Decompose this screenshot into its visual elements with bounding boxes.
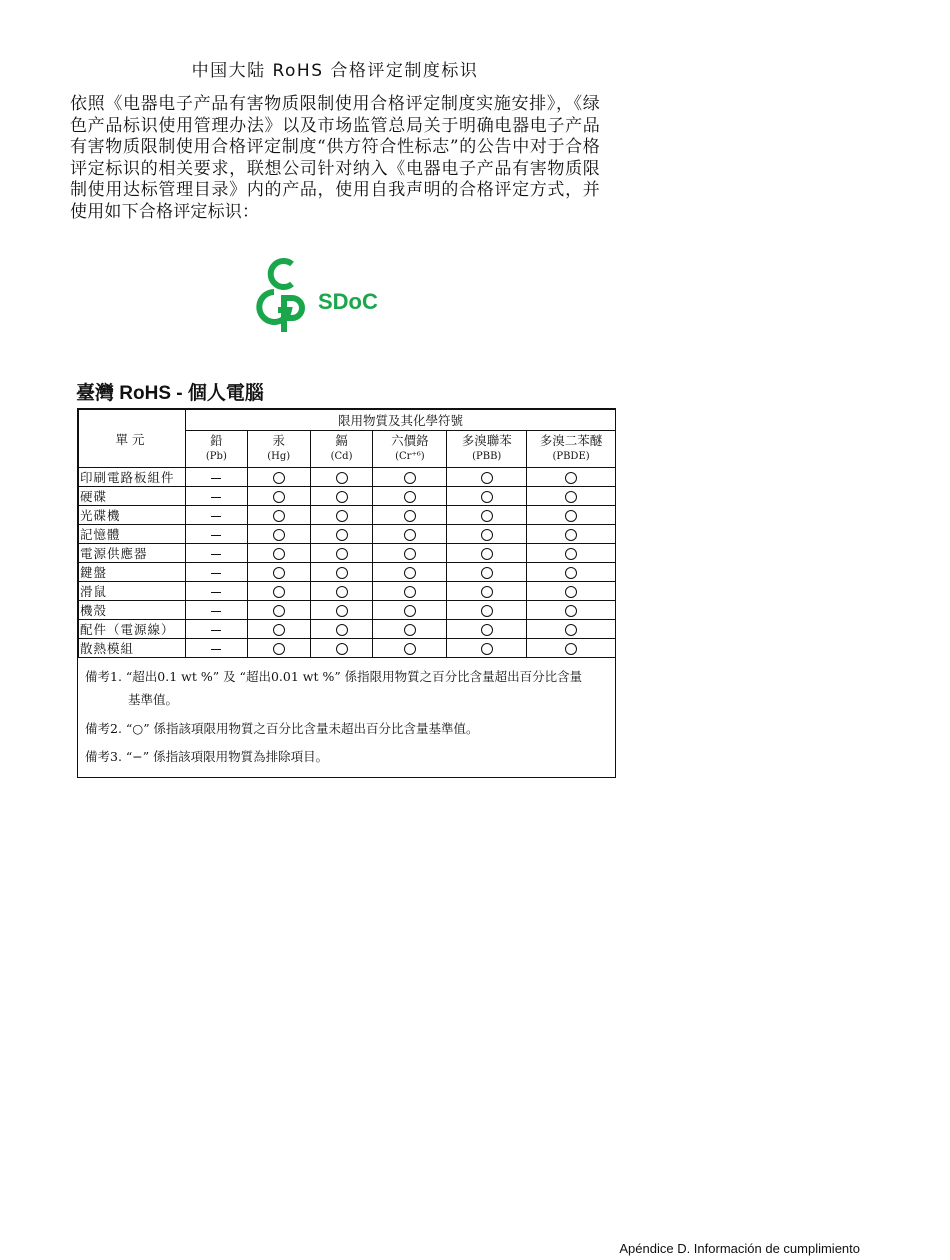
circle-mark-icon	[481, 548, 493, 560]
table-cell	[247, 563, 310, 582]
circle-mark-icon	[336, 567, 348, 579]
circle-mark-icon	[336, 491, 348, 503]
substance-symbol: (Cr⁺⁶)	[395, 451, 425, 462]
table-row	[79, 582, 616, 601]
table-cell	[310, 563, 373, 582]
circle-mark-icon	[404, 605, 416, 617]
circle-mark-icon	[565, 643, 577, 655]
table-cell	[527, 601, 616, 620]
circle-mark-icon	[481, 491, 493, 503]
table-cell	[373, 506, 447, 525]
substance-name: 六價鉻	[391, 433, 429, 448]
dash-mark-icon	[211, 573, 221, 574]
component-name: 硬碟	[79, 487, 186, 506]
table-cell	[447, 487, 527, 506]
circle-mark-icon	[336, 472, 348, 484]
circle-mark-icon	[404, 643, 416, 655]
dash-mark-icon	[211, 611, 221, 612]
table-cell	[247, 468, 310, 487]
dash-mark-icon	[211, 592, 221, 593]
substance-group-header: 限用物質及其化學符號	[185, 410, 615, 431]
component-name: 配件（電源線）	[79, 620, 186, 639]
tw-rohs-title: 臺灣 RoHS - 個人電腦	[76, 383, 264, 404]
table-cell	[373, 487, 447, 506]
circle-mark-icon	[404, 624, 416, 636]
circle-mark-icon	[565, 529, 577, 541]
circle-mark-icon	[336, 643, 348, 655]
table-cell	[185, 525, 247, 544]
table-cell	[247, 601, 310, 620]
table-cell	[247, 582, 310, 601]
table-cell	[373, 582, 447, 601]
table-cell	[527, 563, 616, 582]
table-cell	[185, 468, 247, 487]
circle-mark-icon	[481, 567, 493, 579]
table-cell	[310, 620, 373, 639]
component-name: 記憶體	[79, 525, 186, 544]
dash-mark-icon	[211, 630, 221, 631]
table-row	[79, 601, 616, 620]
component-name: 機殼	[79, 601, 186, 620]
note-1-continued: 基準值。	[128, 692, 179, 707]
circle-mark-icon	[565, 548, 577, 560]
table-cell	[247, 620, 310, 639]
circle-mark-icon	[336, 624, 348, 636]
circle-mark-icon	[481, 472, 493, 484]
table-row	[79, 525, 616, 544]
table-cell	[447, 544, 527, 563]
table-cell	[185, 639, 247, 658]
table-row	[79, 468, 616, 487]
table-cell	[373, 601, 447, 620]
circle-mark-icon	[481, 529, 493, 541]
component-name: 滑鼠	[79, 582, 186, 601]
table-cell	[373, 639, 447, 658]
substance-name: 汞	[272, 433, 285, 448]
table-cell	[185, 601, 247, 620]
sdoc-logo	[248, 254, 380, 334]
substance-symbol: (Hg)	[267, 451, 291, 462]
circle-mark-icon	[565, 605, 577, 617]
circle-mark-icon	[481, 510, 493, 522]
substance-header-1	[247, 431, 310, 468]
note-3: 備考3. “−” 係指該項限用物質為排除項目。	[85, 749, 329, 764]
table-cell	[247, 544, 310, 563]
table-cell	[185, 563, 247, 582]
cn-rohs-title: 中国大陆 RoHS 合格评定制度标识	[191, 61, 479, 81]
circle-mark-icon	[273, 529, 285, 541]
sdoc-text: SDoC	[318, 289, 378, 314]
circle-mark-icon	[273, 643, 285, 655]
circle-mark-icon	[336, 605, 348, 617]
dash-mark-icon	[211, 649, 221, 650]
component-name: 鍵盤	[79, 563, 186, 582]
table-cell	[527, 620, 616, 639]
dash-mark-icon	[211, 535, 221, 536]
circle-mark-icon	[273, 548, 285, 560]
table-cell	[310, 582, 373, 601]
table-cell	[447, 582, 527, 601]
cn-rohs-paragraph: 依照《电器电子产品有害物质限制使用合格评定制度实施安排》，《绿色产品标识使用管理办法》以及市场监管总局关于明确电器电子产品有害物质限制使用合格评定制度“供方符合性标志”的公告中对于合格评定标识的相关要求，联想公司针对纳入《电器电子产品有害物质限制使用达标管理目录》内的产品，使用自我声明的合格评定方式，并使用如下合格评定标识：	[70, 94, 600, 222]
tw-rohs-table-box	[77, 408, 616, 778]
table-cell	[527, 487, 616, 506]
circle-mark-icon	[404, 586, 416, 598]
table-cell	[373, 468, 447, 487]
table-row	[79, 487, 616, 506]
table-cell	[185, 487, 247, 506]
unit-header: 單元	[79, 410, 186, 468]
table-row	[79, 506, 616, 525]
table-cell	[247, 639, 310, 658]
table-cell	[527, 525, 616, 544]
circle-mark-icon	[273, 567, 285, 579]
circle-mark-icon	[404, 567, 416, 579]
substance-header-2	[310, 431, 373, 468]
table-cell	[447, 563, 527, 582]
circle-mark-icon	[336, 586, 348, 598]
table-cell	[310, 544, 373, 563]
circle-mark-icon	[273, 605, 285, 617]
substance-symbol: (Cd)	[330, 451, 353, 462]
component-name: 印刷電路板組件	[79, 468, 186, 487]
substance-header-5	[527, 431, 616, 468]
circle-mark-icon	[273, 472, 285, 484]
table-cell	[447, 620, 527, 639]
circle-mark-icon	[481, 643, 493, 655]
note-1: 備考1. “超出0.1 wt %” 及 “超出0.01 wt %” 係指限用物質之百分比含量超出百分比含量	[85, 669, 583, 684]
table-cell	[527, 506, 616, 525]
circle-mark-icon	[404, 548, 416, 560]
substance-name: 多溴二苯醚	[539, 433, 603, 448]
circle-mark-icon	[404, 491, 416, 503]
circle-mark-icon	[481, 586, 493, 598]
table-cell	[527, 544, 616, 563]
dash-mark-icon	[211, 497, 221, 498]
table-cell	[373, 525, 447, 544]
table-cell	[310, 525, 373, 544]
circle-mark-icon	[481, 605, 493, 617]
table-cell	[373, 620, 447, 639]
circle-mark-icon	[565, 472, 577, 484]
table-cell	[185, 582, 247, 601]
substance-header-3	[373, 431, 447, 468]
circle-mark-icon	[404, 510, 416, 522]
component-name: 光碟機	[79, 506, 186, 525]
table-row	[79, 620, 616, 639]
table-cell	[447, 525, 527, 544]
table-cell	[527, 582, 616, 601]
table-cell	[247, 506, 310, 525]
circle-mark-icon	[565, 586, 577, 598]
table-cell	[310, 506, 373, 525]
tw-rohs-table	[78, 409, 616, 658]
substance-symbol: (Pb)	[205, 451, 227, 462]
table-cell	[310, 487, 373, 506]
table-row	[79, 544, 616, 563]
dash-mark-icon	[211, 554, 221, 555]
table-cell	[310, 468, 373, 487]
circle-mark-icon	[336, 510, 348, 522]
substance-symbol: (PBDE)	[552, 451, 590, 462]
circle-mark-icon	[404, 529, 416, 541]
circle-mark-icon	[273, 491, 285, 503]
dash-mark-icon	[211, 478, 221, 479]
substance-symbol: (PBB)	[472, 451, 502, 462]
component-name: 電源供應器	[79, 544, 186, 563]
table-cell	[447, 506, 527, 525]
circle-mark-icon	[565, 491, 577, 503]
table-cell	[527, 639, 616, 658]
substance-name: 鎘	[335, 433, 348, 448]
table-cell	[310, 601, 373, 620]
table-cell	[447, 639, 527, 658]
circle-mark-icon	[273, 624, 285, 636]
page-footer: Apéndice D. Información de cumplimiento	[619, 1241, 860, 1256]
circle-mark-icon	[336, 529, 348, 541]
circle-mark-icon	[273, 586, 285, 598]
green-product-icon	[259, 261, 302, 332]
table-cell	[185, 620, 247, 639]
table-cell	[185, 544, 247, 563]
substance-header-0	[185, 431, 247, 468]
circle-mark-icon	[565, 624, 577, 636]
substance-name: 鉛	[210, 433, 223, 448]
dash-mark-icon	[211, 516, 221, 517]
substance-name: 多溴聯苯	[461, 433, 512, 448]
table-cell	[373, 544, 447, 563]
circle-mark-icon	[565, 567, 577, 579]
table-cell	[527, 468, 616, 487]
circle-mark-icon	[404, 472, 416, 484]
table-cell	[310, 639, 373, 658]
table-row	[79, 639, 616, 658]
table-cell	[247, 487, 310, 506]
table-cell	[185, 506, 247, 525]
substance-header-4	[447, 431, 527, 468]
circle-mark-icon	[565, 510, 577, 522]
circle-mark-icon	[273, 510, 285, 522]
table-row	[79, 563, 616, 582]
table-cell	[373, 563, 447, 582]
table-cell	[447, 601, 527, 620]
circle-mark-icon	[336, 548, 348, 560]
circle-mark-icon	[481, 624, 493, 636]
table-cell	[247, 525, 310, 544]
note-2: 備考2. “○” 係指該項限用物質之百分比含量未超出百分比含量基準值。	[85, 721, 479, 736]
component-name: 散熱模組	[79, 639, 186, 658]
table-cell	[447, 468, 527, 487]
